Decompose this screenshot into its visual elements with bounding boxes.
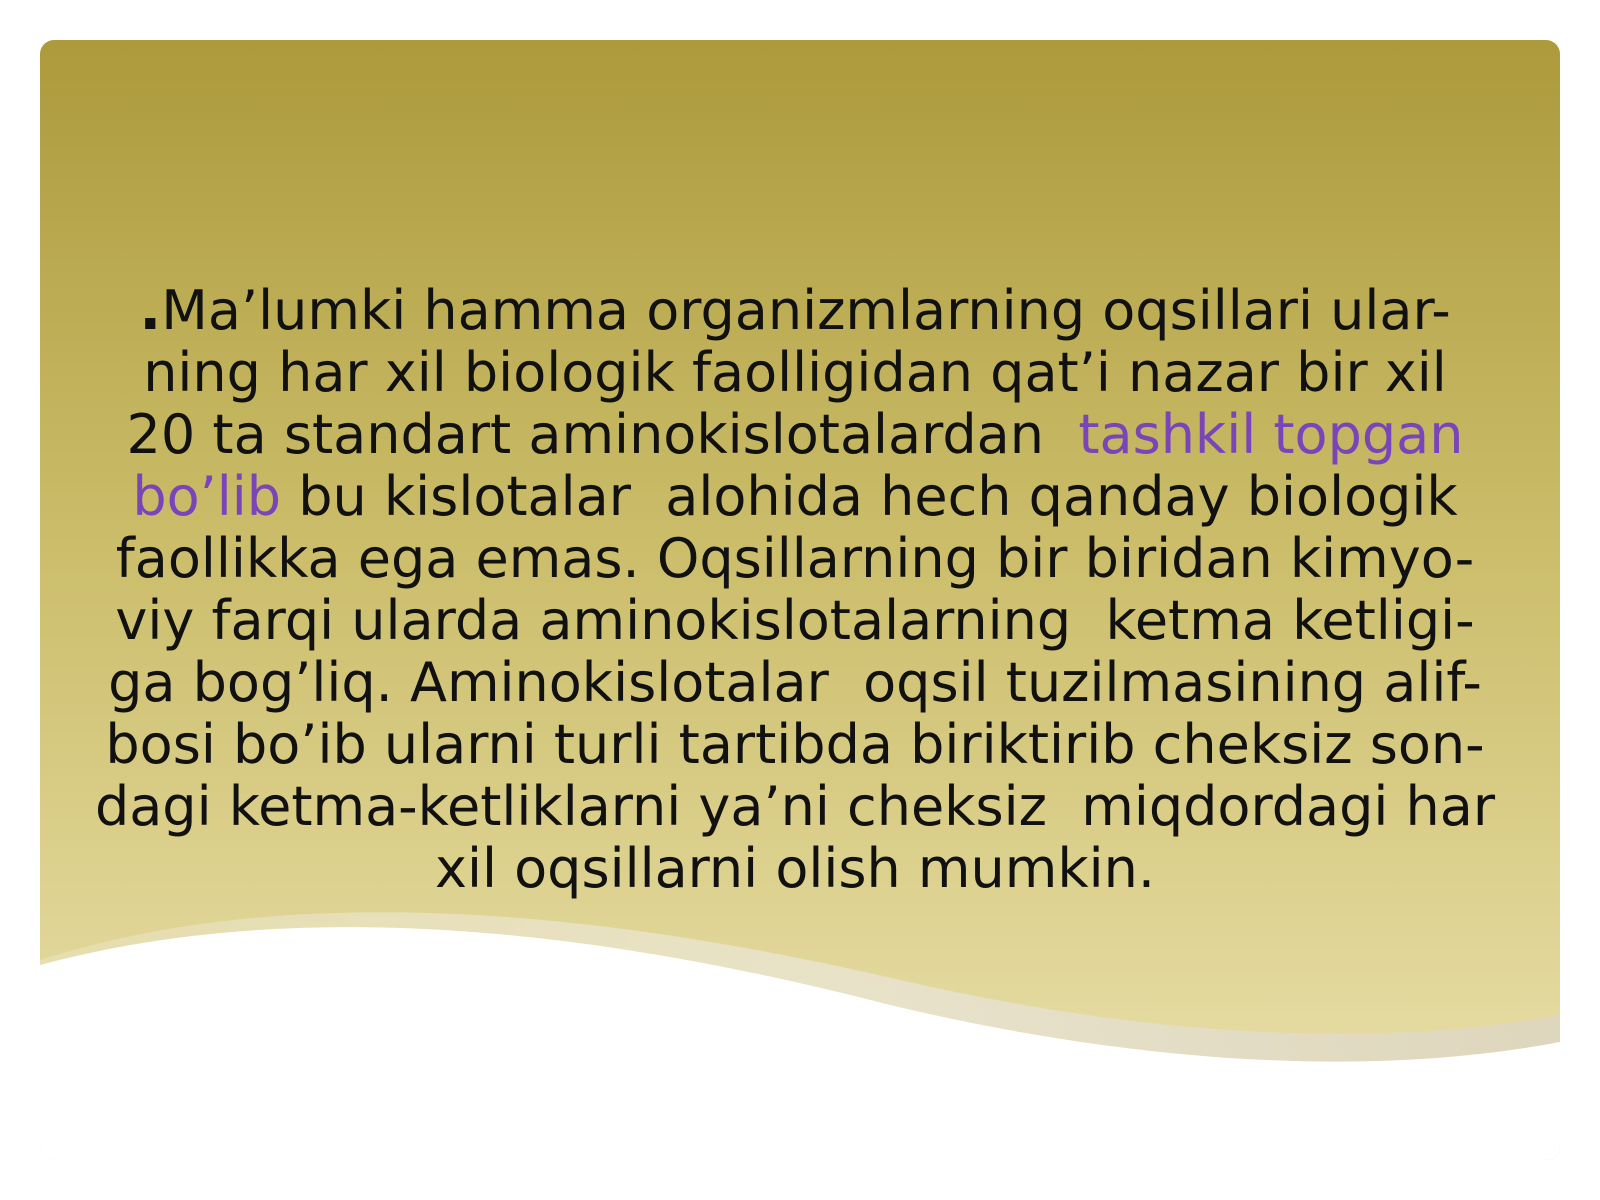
highlighted-phrase-1: tashkil topgan	[1078, 403, 1464, 466]
body-paragraph	[90, 275, 1500, 900]
highlighted-phrase-2: bo’lib	[132, 465, 282, 528]
text-line-3	[90, 404, 1500, 466]
text-line-1	[90, 275, 1500, 343]
text-line-10: xil oqsillarni olish mumkin.	[435, 837, 1155, 900]
line-4-text: bu kislotalar alohida hech qanday biologik	[281, 465, 1458, 528]
line-3-text: 20 ta standart aminokislotalardan	[126, 403, 1079, 466]
text-line-7: ga bog’liq. Aminokislotalar oqsil tuzilmasining alif-	[108, 651, 1482, 714]
bullet-dot: .	[139, 275, 162, 343]
text-line-2: ning har xil biologik faolligidan qat’i nazar bir xil	[143, 341, 1447, 404]
text-line-5: faollikka ega emas. Oqsillarning bir biridan kimyo-	[115, 527, 1475, 590]
text-line-6: viy farqi ularda aminokislotalarning ketma ketligi-	[115, 589, 1475, 652]
line-1-text: Ma’lumki hamma organizmlarning oqsillari ular-	[161, 279, 1451, 342]
text-line-8: bosi bo’ib ularni turli tartibda biriktirib cheksiz son-	[105, 713, 1485, 776]
text-line-9: dagi ketma-ketliklarni ya’ni cheksiz miqdordagi har	[94, 775, 1496, 838]
text-line-4	[90, 466, 1500, 528]
